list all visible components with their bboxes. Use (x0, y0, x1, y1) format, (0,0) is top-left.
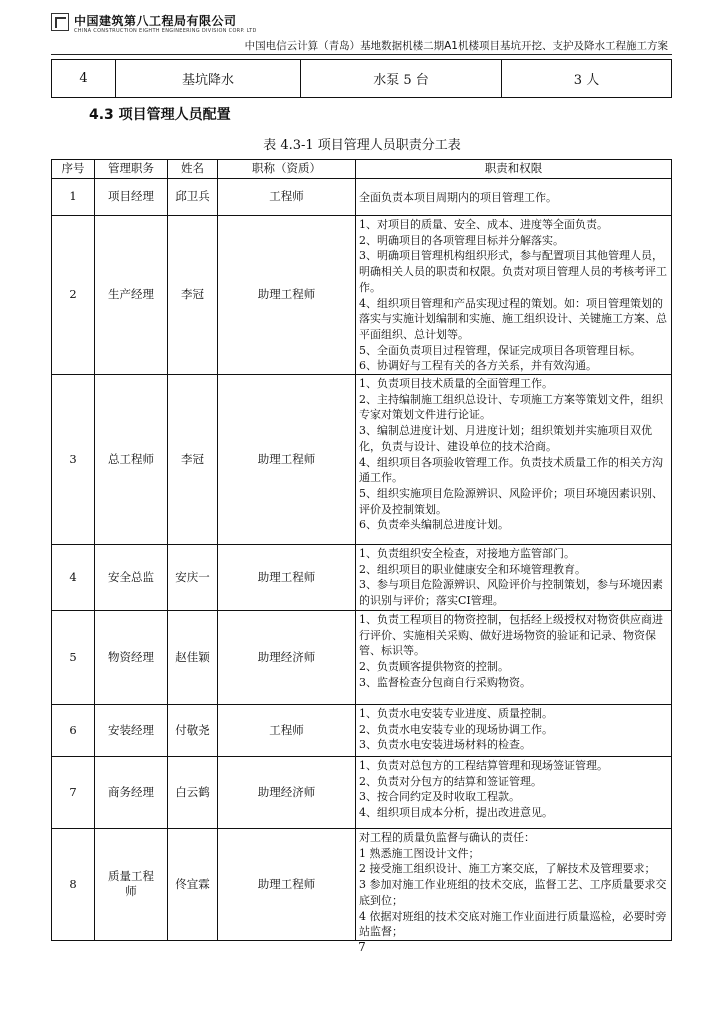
cell-name: 李冠 (168, 375, 218, 545)
duty-item: 4、组织项目各项验收管理工作。负责技术质量工作的相关方沟通工作。 (359, 455, 663, 485)
duty-item: 6、协调好与工程有关的各方关系，并有效沟通。 (359, 359, 597, 373)
cell-position: 项目经理 (95, 179, 168, 216)
company-logo-icon (51, 13, 69, 31)
table-row (52, 179, 672, 216)
duty-item: 4 依据对班组的技术交底对施工作业面进行质量巡检，必要时旁站监督； (359, 909, 667, 939)
duty-item: 全面负责本项目周期内的项目管理工作。 (359, 190, 557, 204)
cell-title: 助理工程师 (218, 829, 356, 941)
table-row (52, 216, 672, 375)
cell-people: 3 人 (502, 60, 672, 98)
column-header: 姓名 (168, 160, 218, 179)
cell-duties (356, 375, 672, 545)
company-name-en: CHINA CONSTRUCTION EIGHTH ENGINEERING DIVISION CORP. LTD (74, 28, 257, 34)
cell-no: 2 (52, 216, 95, 375)
cell-name: 赵佳颖 (168, 611, 218, 705)
cell-title: 工程师 (218, 179, 356, 216)
cell-title: 助理经济师 (218, 611, 356, 705)
duty-item: 对工程的质量负监督与确认的责任： (359, 831, 535, 845)
duty-item: 1、负责工程项目的物资控制，包括经上级授权对物资供应商进行评价、实施相关采购、做好进场物资的验证和记录、物资保管、标识等。 (359, 613, 663, 658)
company-name: 中国建筑第八工程局有限公司 (74, 14, 237, 28)
table-row (52, 545, 672, 611)
duty-item: 2 接受施工组织设计、施工方案交底，了解技术及管理要求； (359, 862, 656, 876)
duty-item: 2、明确项目的各项管理目标并分解落实。 (359, 233, 564, 247)
cell-item: 基坑降水 (116, 60, 301, 98)
table-row (52, 375, 672, 545)
duty-item: 1、负责对总包方的工程结算管理和现场签证管理。 (359, 759, 608, 773)
duty-item: 3、监督检查分包商自行采购物资。 (359, 675, 531, 689)
duty-item: 4、组织项目成本分析，提出改进意见。 (359, 806, 553, 820)
column-header: 管理职务 (95, 160, 168, 179)
cell-position: 物资经理 (95, 611, 168, 705)
duty-item: 1 熟悉施工图设计文件； (359, 846, 480, 860)
cell-position: 安装经理 (95, 705, 168, 757)
duty-item: 4、组织项目管理和产品实现过程的策划。如：项目管理策划的落实与实施计划编制和实施、施工组织设计、关键施工方案、总平面组织、总计划等。 (359, 296, 667, 341)
table-caption: 表 4.3-1 项目管理人员职责分工表 (263, 138, 461, 153)
cell-no: 7 (52, 757, 95, 829)
equipment-table (51, 59, 672, 98)
staff-duties-table (51, 159, 672, 941)
cell-duties (356, 829, 672, 941)
cell-name: 李冠 (168, 216, 218, 375)
header-divider (51, 54, 672, 55)
cell-duties (356, 757, 672, 829)
cell-position: 生产经理 (95, 216, 168, 375)
duty-item: 2、主持编制施工组织总设计、专项施工方案等策划文件，组织专家对策划文件进行论证。 (359, 392, 663, 422)
cell-equipment: 水泵 5 台 (301, 60, 502, 98)
cell-name: 佟宜霖 (168, 829, 218, 941)
cell-no: 4 (52, 60, 116, 98)
cell-name: 邱卫兵 (168, 179, 218, 216)
table-row (52, 829, 672, 941)
cell-no: 4 (52, 545, 95, 611)
duty-item: 2、负责对分包方的结算和签证管理。 (359, 774, 542, 788)
cell-name: 付敬尧 (168, 705, 218, 757)
cell-no: 1 (52, 179, 95, 216)
duty-item: 3、编制总进度计划、月进度计划；组织策划并实施项目双优化，负责与设计、建设单位的技术洽商。 (359, 424, 652, 453)
table-row (52, 705, 672, 757)
column-header: 职责和权限 (356, 160, 672, 179)
duty-item: 3、负责水电安装进场材料的检查。 (359, 738, 531, 752)
duty-item: 3、明确项目管理机构组织形式，参与配置项目其他管理人员，明确相关人员的职责和权限。负责对项目管理人员的考核考评工作。 (359, 249, 667, 294)
duty-item: 6、负责牵头编制总进度计划。 (359, 518, 509, 532)
cell-title: 助理工程师 (218, 216, 356, 375)
cell-duties (356, 179, 672, 216)
table-row (52, 757, 672, 829)
duty-item: 1、负责水电安装专业进度、质量控制。 (359, 707, 553, 721)
duty-item: 2、负责顾客提供物资的控制。 (359, 660, 509, 674)
cell-position: 质量工程师 (95, 829, 168, 941)
cell-title: 助理经济师 (218, 757, 356, 829)
cell-no: 5 (52, 611, 95, 705)
duty-item: 3、参与项目危险源辨识、风险评价与控制策划，参与环境因素的识别与评价；落实CI管理。 (359, 578, 663, 608)
duty-item: 1、负责项目技术质量的全面管理工作。 (359, 377, 553, 391)
duty-item: 2、组织项目的职业健康安全和环境管理教育。 (359, 562, 586, 576)
duty-item: 1、对项目的质量、安全、成本、进度等全面负责。 (359, 218, 608, 231)
cell-duties (356, 611, 672, 705)
cell-title: 助理工程师 (218, 545, 356, 611)
column-header: 职称（资质） (218, 160, 356, 179)
document-title: 中国电信云计算（青岛）基地数据机楼二期A1机楼项目基坑开挖、支护及降水工程施工方案 (244, 40, 668, 52)
section-heading: 4.3 项目管理人员配置 (89, 107, 231, 123)
cell-duties (356, 705, 672, 757)
cell-position: 商务经理 (95, 757, 168, 829)
cell-no: 6 (52, 705, 95, 757)
cell-name: 安庆一 (168, 545, 218, 611)
duty-item: 3、按合同约定及时收取工程款。 (359, 790, 520, 804)
duty-item: 1、负责组织安全检查，对接地方监管部门。 (359, 547, 575, 561)
cell-title: 工程师 (218, 705, 356, 757)
duty-item: 3 参加对施工作业班组的技术交底，监督工艺、工序质量要求交底到位； (359, 878, 667, 907)
cell-position: 安全总监 (95, 545, 168, 611)
table-row (52, 611, 672, 705)
table-header-row (52, 160, 672, 179)
cell-title: 助理工程师 (218, 375, 356, 545)
cell-no: 3 (52, 375, 95, 545)
duty-item: 5、组织实施项目危险源辨识、风险评价；项目环境因素识别、评价及控制策划。 (359, 486, 663, 516)
cell-duties (356, 216, 672, 375)
page-number: 7 (358, 940, 366, 954)
cell-no: 8 (52, 829, 95, 941)
duty-item: 2、负责水电安装专业的现场协调工作。 (359, 722, 553, 736)
cell-name: 白云鹤 (168, 757, 218, 829)
duty-item: 5、全面负责项目过程管理，保证完成项目各项管理目标。 (359, 343, 641, 357)
table-row (52, 60, 672, 98)
cell-duties (356, 545, 672, 611)
column-header: 序号 (52, 160, 95, 179)
cell-position: 总工程师 (95, 375, 168, 545)
